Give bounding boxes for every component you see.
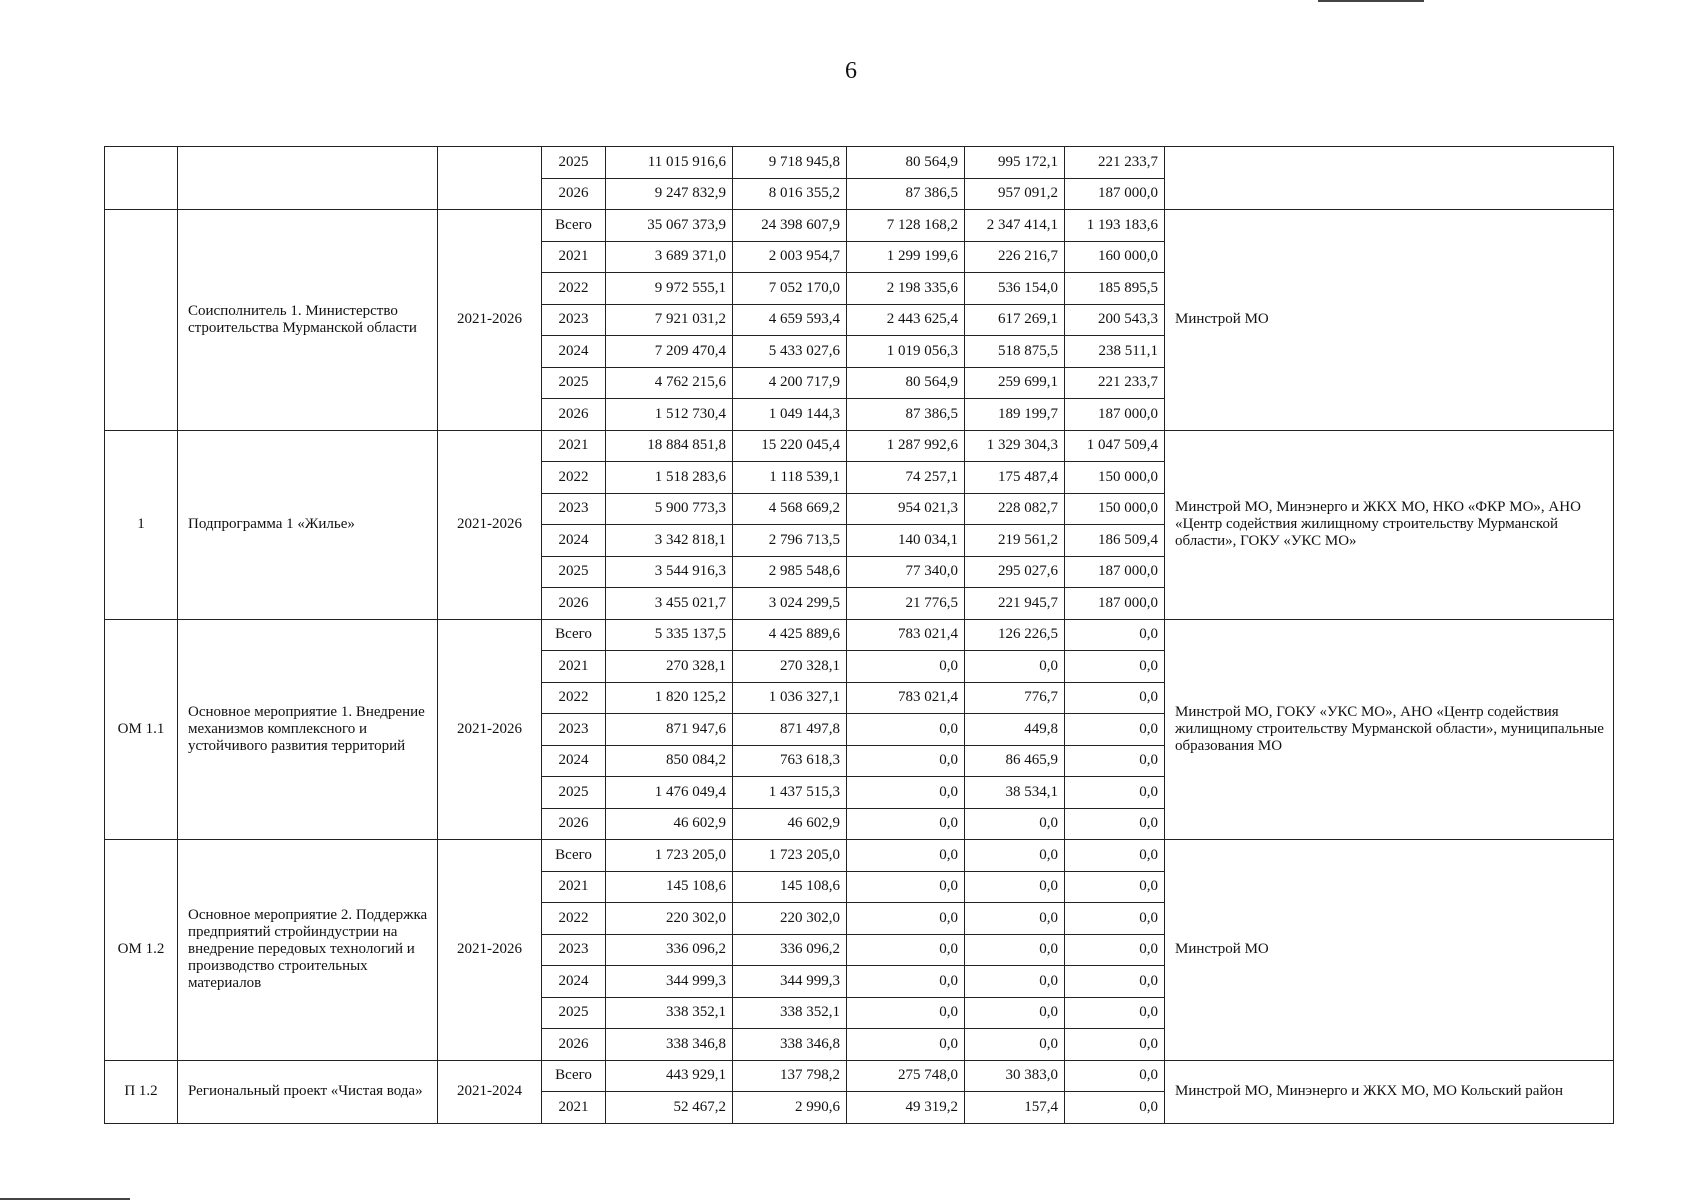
other-cell: 0,0 [1065,651,1165,683]
regional-cell: 1 287 992,6 [847,430,965,462]
local-cell: 259 699,1 [965,367,1065,399]
row-executors: Минстрой МО, Минэнерго и ЖКХ МО, НКО «ФКР МО», АНО «Центр содействия жилищному строительству Мурманской области», ГОКУ «УКС МО» [1165,430,1614,619]
row-period [438,147,542,210]
regional-cell: 0,0 [847,934,965,966]
regional-cell: 1 299 199,6 [847,241,965,273]
row-name [178,147,438,210]
year-cell: 2026 [542,1029,606,1061]
other-cell: 0,0 [1065,1029,1165,1061]
row-code: ОМ 1.2 [105,840,178,1061]
row-code: ОМ 1.1 [105,619,178,840]
other-cell: 1 047 509,4 [1065,430,1165,462]
federal-cell: 9 718 945,8 [733,147,847,179]
total-cell: 9 247 832,9 [606,178,733,210]
regional-cell: 0,0 [847,714,965,746]
other-cell: 221 233,7 [1065,367,1165,399]
federal-cell: 220 302,0 [733,903,847,935]
federal-cell: 15 220 045,4 [733,430,847,462]
federal-cell: 338 346,8 [733,1029,847,1061]
federal-cell: 2 985 548,6 [733,556,847,588]
regional-cell: 1 019 056,3 [847,336,965,368]
row-executors: Минстрой МО [1165,840,1614,1061]
total-cell: 7 921 031,2 [606,304,733,336]
table-row [105,430,1614,462]
local-cell: 30 383,0 [965,1060,1065,1092]
local-cell: 617 269,1 [965,304,1065,336]
local-cell: 189 199,7 [965,399,1065,431]
row-name: Основное мероприятие 2. Поддержка предприятий стройиндустрии на внедрение передовых технологий и производство строительных материалов [178,840,438,1061]
federal-cell: 2 796 713,5 [733,525,847,557]
year-cell: Всего [542,210,606,242]
year-cell: Всего [542,619,606,651]
local-cell: 86 465,9 [965,745,1065,777]
total-cell: 3 689 371,0 [606,241,733,273]
total-cell: 46 602,9 [606,808,733,840]
total-cell: 1 723 205,0 [606,840,733,872]
total-cell: 443 929,1 [606,1060,733,1092]
table-row [105,1060,1614,1092]
local-cell: 219 561,2 [965,525,1065,557]
regional-cell: 49 319,2 [847,1092,965,1124]
other-cell: 221 233,7 [1065,147,1165,179]
regional-cell: 0,0 [847,903,965,935]
total-cell: 3 455 021,7 [606,588,733,620]
year-cell: Всего [542,1060,606,1092]
year-cell: 2021 [542,871,606,903]
federal-cell: 1 118 539,1 [733,462,847,494]
other-cell: 0,0 [1065,808,1165,840]
row-period: 2021-2026 [438,840,542,1061]
total-cell: 338 346,8 [606,1029,733,1061]
row-code [105,147,178,210]
other-cell: 185 895,5 [1065,273,1165,305]
other-cell: 0,0 [1065,840,1165,872]
federal-cell: 145 108,6 [733,871,847,903]
table-row [105,210,1614,242]
federal-cell: 46 602,9 [733,808,847,840]
other-cell: 238 511,1 [1065,336,1165,368]
other-cell: 0,0 [1065,997,1165,1029]
federal-cell: 4 659 593,4 [733,304,847,336]
federal-cell: 3 024 299,5 [733,588,847,620]
year-cell: 2026 [542,399,606,431]
other-cell: 187 000,0 [1065,178,1165,210]
regional-cell: 21 776,5 [847,588,965,620]
year-cell: 2025 [542,997,606,1029]
total-cell: 850 084,2 [606,745,733,777]
total-cell: 1 820 125,2 [606,682,733,714]
scan-artifact-top [1318,0,1424,2]
federal-cell: 1 036 327,1 [733,682,847,714]
regional-cell: 275 748,0 [847,1060,965,1092]
local-cell: 157,4 [965,1092,1065,1124]
regional-cell: 0,0 [847,997,965,1029]
local-cell: 0,0 [965,808,1065,840]
federal-cell: 338 352,1 [733,997,847,1029]
total-cell: 7 209 470,4 [606,336,733,368]
regional-cell: 77 340,0 [847,556,965,588]
local-cell: 221 945,7 [965,588,1065,620]
total-cell: 220 302,0 [606,903,733,935]
year-cell: 2022 [542,273,606,305]
regional-cell: 0,0 [847,651,965,683]
other-cell: 186 509,4 [1065,525,1165,557]
year-cell: 2026 [542,808,606,840]
year-cell: 2021 [542,241,606,273]
other-cell: 0,0 [1065,1092,1165,1124]
year-cell: 2025 [542,777,606,809]
local-cell: 0,0 [965,840,1065,872]
year-cell: 2024 [542,525,606,557]
federal-cell: 4 200 717,9 [733,367,847,399]
other-cell: 0,0 [1065,871,1165,903]
regional-cell: 80 564,9 [847,147,965,179]
year-cell: 2026 [542,588,606,620]
federal-cell: 5 433 027,6 [733,336,847,368]
federal-cell: 871 497,8 [733,714,847,746]
local-cell: 175 487,4 [965,462,1065,494]
row-name: Соисполнитель 1. Министерство строительства Мурманской области [178,210,438,431]
total-cell: 18 884 851,8 [606,430,733,462]
local-cell: 0,0 [965,966,1065,998]
total-cell: 9 972 555,1 [606,273,733,305]
local-cell: 995 172,1 [965,147,1065,179]
other-cell: 0,0 [1065,619,1165,651]
local-cell: 228 082,7 [965,493,1065,525]
local-cell: 449,8 [965,714,1065,746]
local-cell: 2 347 414,1 [965,210,1065,242]
local-cell: 518 875,5 [965,336,1065,368]
federal-cell: 2 990,6 [733,1092,847,1124]
regional-cell: 0,0 [847,840,965,872]
other-cell: 187 000,0 [1065,399,1165,431]
year-cell: Всего [542,840,606,872]
regional-cell: 7 128 168,2 [847,210,965,242]
total-cell: 52 467,2 [606,1092,733,1124]
row-executors: Минстрой МО, ГОКУ «УКС МО», АНО «Центр содействия жилищному строительству Мурманской области», муниципальные образования МО [1165,619,1614,840]
local-cell: 536 154,0 [965,273,1065,305]
other-cell: 200 543,3 [1065,304,1165,336]
other-cell: 187 000,0 [1065,588,1165,620]
total-cell: 3 342 818,1 [606,525,733,557]
federal-cell: 8 016 355,2 [733,178,847,210]
local-cell: 295 027,6 [965,556,1065,588]
local-cell: 0,0 [965,1029,1065,1061]
regional-cell: 783 021,4 [847,682,965,714]
year-cell: 2024 [542,745,606,777]
year-cell: 2021 [542,651,606,683]
table-row [105,840,1614,872]
table-row [105,619,1614,651]
local-cell: 1 329 304,3 [965,430,1065,462]
regional-cell: 783 021,4 [847,619,965,651]
regional-cell: 0,0 [847,745,965,777]
total-cell: 1 476 049,4 [606,777,733,809]
other-cell: 0,0 [1065,745,1165,777]
budget-table [104,146,1614,1124]
year-cell: 2025 [542,367,606,399]
federal-cell: 1 437 515,3 [733,777,847,809]
other-cell: 0,0 [1065,777,1165,809]
row-period: 2021-2024 [438,1060,542,1123]
row-code: П 1.2 [105,1060,178,1123]
federal-cell: 344 999,3 [733,966,847,998]
local-cell: 226 216,7 [965,241,1065,273]
budget-table-body [105,147,1614,1124]
year-cell: 2023 [542,493,606,525]
regional-cell: 0,0 [847,1029,965,1061]
other-cell: 0,0 [1065,1060,1165,1092]
other-cell: 0,0 [1065,934,1165,966]
regional-cell: 0,0 [847,777,965,809]
year-cell: 2025 [542,556,606,588]
total-cell: 145 108,6 [606,871,733,903]
other-cell: 150 000,0 [1065,462,1165,494]
year-cell: 2025 [542,147,606,179]
total-cell: 871 947,6 [606,714,733,746]
regional-cell: 2 198 335,6 [847,273,965,305]
federal-cell: 2 003 954,7 [733,241,847,273]
row-code: 1 [105,430,178,619]
regional-cell: 0,0 [847,871,965,903]
local-cell: 0,0 [965,651,1065,683]
row-name: Региональный проект «Чистая вода» [178,1060,438,1123]
regional-cell: 0,0 [847,966,965,998]
regional-cell: 140 034,1 [847,525,965,557]
regional-cell: 87 386,5 [847,399,965,431]
local-cell: 0,0 [965,997,1065,1029]
total-cell: 344 999,3 [606,966,733,998]
row-name: Основное мероприятие 1. Внедрение механизмов комплексного и устойчивого развития территорий [178,619,438,840]
total-cell: 1 518 283,6 [606,462,733,494]
row-executors: Минстрой МО, Минэнерго и ЖКХ МО, МО Кольский район [1165,1060,1614,1123]
row-period: 2021-2026 [438,210,542,431]
other-cell: 0,0 [1065,966,1165,998]
total-cell: 336 096,2 [606,934,733,966]
local-cell: 0,0 [965,903,1065,935]
year-cell: 2026 [542,178,606,210]
regional-cell: 80 564,9 [847,367,965,399]
other-cell: 187 000,0 [1065,556,1165,588]
federal-cell: 4 568 669,2 [733,493,847,525]
year-cell: 2023 [542,934,606,966]
regional-cell: 954 021,3 [847,493,965,525]
year-cell: 2024 [542,336,606,368]
federal-cell: 763 618,3 [733,745,847,777]
regional-cell: 74 257,1 [847,462,965,494]
local-cell: 0,0 [965,871,1065,903]
year-cell: 2022 [542,903,606,935]
federal-cell: 4 425 889,6 [733,619,847,651]
budget-table-container [104,146,1607,1124]
federal-cell: 24 398 607,9 [733,210,847,242]
regional-cell: 0,0 [847,808,965,840]
total-cell: 5 335 137,5 [606,619,733,651]
federal-cell: 7 052 170,0 [733,273,847,305]
year-cell: 2024 [542,966,606,998]
total-cell: 4 762 215,6 [606,367,733,399]
local-cell: 38 534,1 [965,777,1065,809]
year-cell: 2022 [542,462,606,494]
row-code [105,210,178,431]
year-cell: 2021 [542,430,606,462]
federal-cell: 270 328,1 [733,651,847,683]
total-cell: 11 015 916,6 [606,147,733,179]
total-cell: 5 900 773,3 [606,493,733,525]
local-cell: 0,0 [965,934,1065,966]
other-cell: 1 193 183,6 [1065,210,1165,242]
row-period: 2021-2026 [438,430,542,619]
row-name: Подпрограмма 1 «Жилье» [178,430,438,619]
row-period: 2021-2026 [438,619,542,840]
year-cell: 2023 [542,304,606,336]
regional-cell: 87 386,5 [847,178,965,210]
local-cell: 126 226,5 [965,619,1065,651]
regional-cell: 2 443 625,4 [847,304,965,336]
table-row [105,147,1614,179]
local-cell: 957 091,2 [965,178,1065,210]
total-cell: 270 328,1 [606,651,733,683]
local-cell: 776,7 [965,682,1065,714]
federal-cell: 336 096,2 [733,934,847,966]
total-cell: 338 352,1 [606,997,733,1029]
other-cell: 150 000,0 [1065,493,1165,525]
row-executors: Минстрой МО [1165,210,1614,431]
total-cell: 3 544 916,3 [606,556,733,588]
federal-cell: 1 723 205,0 [733,840,847,872]
year-cell: 2022 [542,682,606,714]
other-cell: 0,0 [1065,714,1165,746]
year-cell: 2021 [542,1092,606,1124]
federal-cell: 137 798,2 [733,1060,847,1092]
federal-cell: 1 049 144,3 [733,399,847,431]
other-cell: 0,0 [1065,903,1165,935]
total-cell: 1 512 730,4 [606,399,733,431]
other-cell: 160 000,0 [1065,241,1165,273]
page-number: 6 [845,58,857,84]
row-executors [1165,147,1614,210]
year-cell: 2023 [542,714,606,746]
total-cell: 35 067 373,9 [606,210,733,242]
other-cell: 0,0 [1065,682,1165,714]
